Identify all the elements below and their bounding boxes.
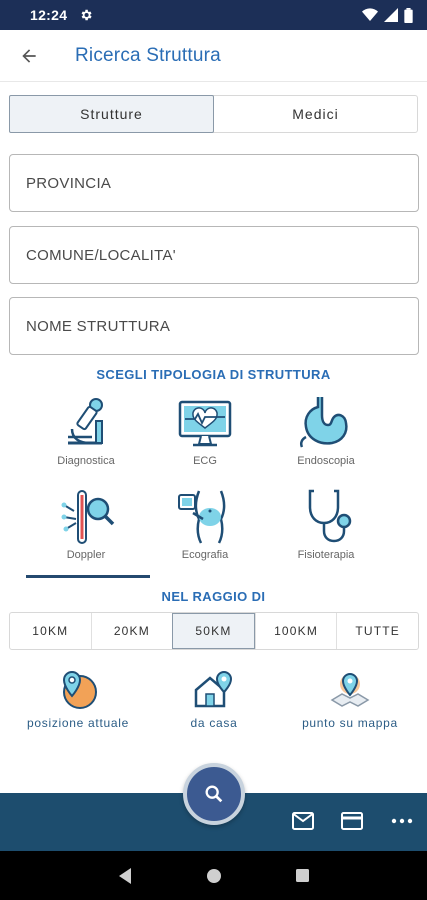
search-fab-button[interactable] <box>183 763 245 825</box>
type-label: Endoscopia <box>297 455 355 467</box>
location-label: punto su mappa <box>302 716 398 730</box>
signal-icon <box>384 8 398 22</box>
range-tutte[interactable]: TUTTE <box>336 613 418 649</box>
type-label: Diagnostica <box>57 455 115 467</box>
range-20km[interactable]: 20KM <box>91 613 173 649</box>
types-section-title: SCEGLI TIPOLOGIA DI STRUTTURA <box>96 367 331 382</box>
range-section-title: NEL RAGGIO DI <box>161 589 266 604</box>
type-fisioterapia[interactable] <box>256 487 396 575</box>
location-label: da casa <box>190 716 238 730</box>
location-label: posizione attuale <box>27 716 129 730</box>
ultrasound-belly-icon <box>175 487 235 547</box>
search-type-segment <box>9 95 418 133</box>
type-endoscopia[interactable] <box>256 393 396 481</box>
type-label: Fisioterapia <box>297 549 355 561</box>
provincia-field-box <box>9 154 419 212</box>
range-50km[interactable]: 50KM <box>172 613 255 649</box>
app-bar <box>0 30 427 82</box>
mail-button[interactable] <box>290 808 316 834</box>
credit-card-icon <box>340 811 364 831</box>
wifi-icon <box>362 8 378 22</box>
type-label: Doppler <box>66 549 106 561</box>
page-title: Ricerca Struttura <box>75 44 221 66</box>
map-pin-icon <box>328 668 372 712</box>
mail-icon <box>291 811 315 831</box>
location-map-point[interactable] <box>280 668 420 730</box>
provincia-input[interactable] <box>26 175 418 192</box>
range-10km[interactable]: 10KM <box>32 624 69 638</box>
comune-input[interactable] <box>26 247 418 264</box>
microscope-icon <box>56 393 116 453</box>
home-pin-icon <box>192 668 236 712</box>
range-segment <box>9 612 419 650</box>
selected-type-indicator <box>26 575 150 578</box>
battery-icon <box>404 8 413 23</box>
status-time: 12:24 <box>30 7 68 23</box>
ecg-monitor-icon <box>175 393 235 453</box>
type-label: ECG <box>193 455 217 467</box>
system-navigation-bar <box>0 851 427 900</box>
more-button[interactable] <box>389 808 415 834</box>
nav-recents-icon[interactable] <box>295 868 310 883</box>
tab-medici[interactable]: Medici <box>292 106 339 122</box>
more-horizontal-icon <box>391 817 413 825</box>
stomach-icon <box>296 393 356 453</box>
nav-back-icon[interactable] <box>117 867 133 885</box>
doppler-vessel-magnifier-icon <box>56 487 116 547</box>
search-icon <box>203 783 225 805</box>
arrow-back-icon <box>19 46 39 66</box>
current-location-pin-icon <box>56 668 100 712</box>
type-label: Ecografia <box>181 549 229 561</box>
status-bar <box>0 0 427 30</box>
location-current-position[interactable] <box>8 668 148 730</box>
nome-struttura-field-box <box>9 297 419 355</box>
card-button[interactable] <box>339 808 365 834</box>
nome-struttura-input[interactable] <box>26 318 418 335</box>
type-ecg[interactable] <box>135 393 275 481</box>
nav-home-icon[interactable] <box>206 868 222 884</box>
stethoscope-icon <box>296 487 356 547</box>
comune-field-box <box>9 226 419 284</box>
back-button[interactable] <box>0 30 58 82</box>
range-100km[interactable]: 100KM <box>255 613 337 649</box>
tab-strutture[interactable]: Strutture <box>9 95 214 133</box>
settings-gear-icon <box>79 8 93 22</box>
type-ecografia[interactable] <box>135 487 275 575</box>
location-home[interactable] <box>144 668 284 730</box>
